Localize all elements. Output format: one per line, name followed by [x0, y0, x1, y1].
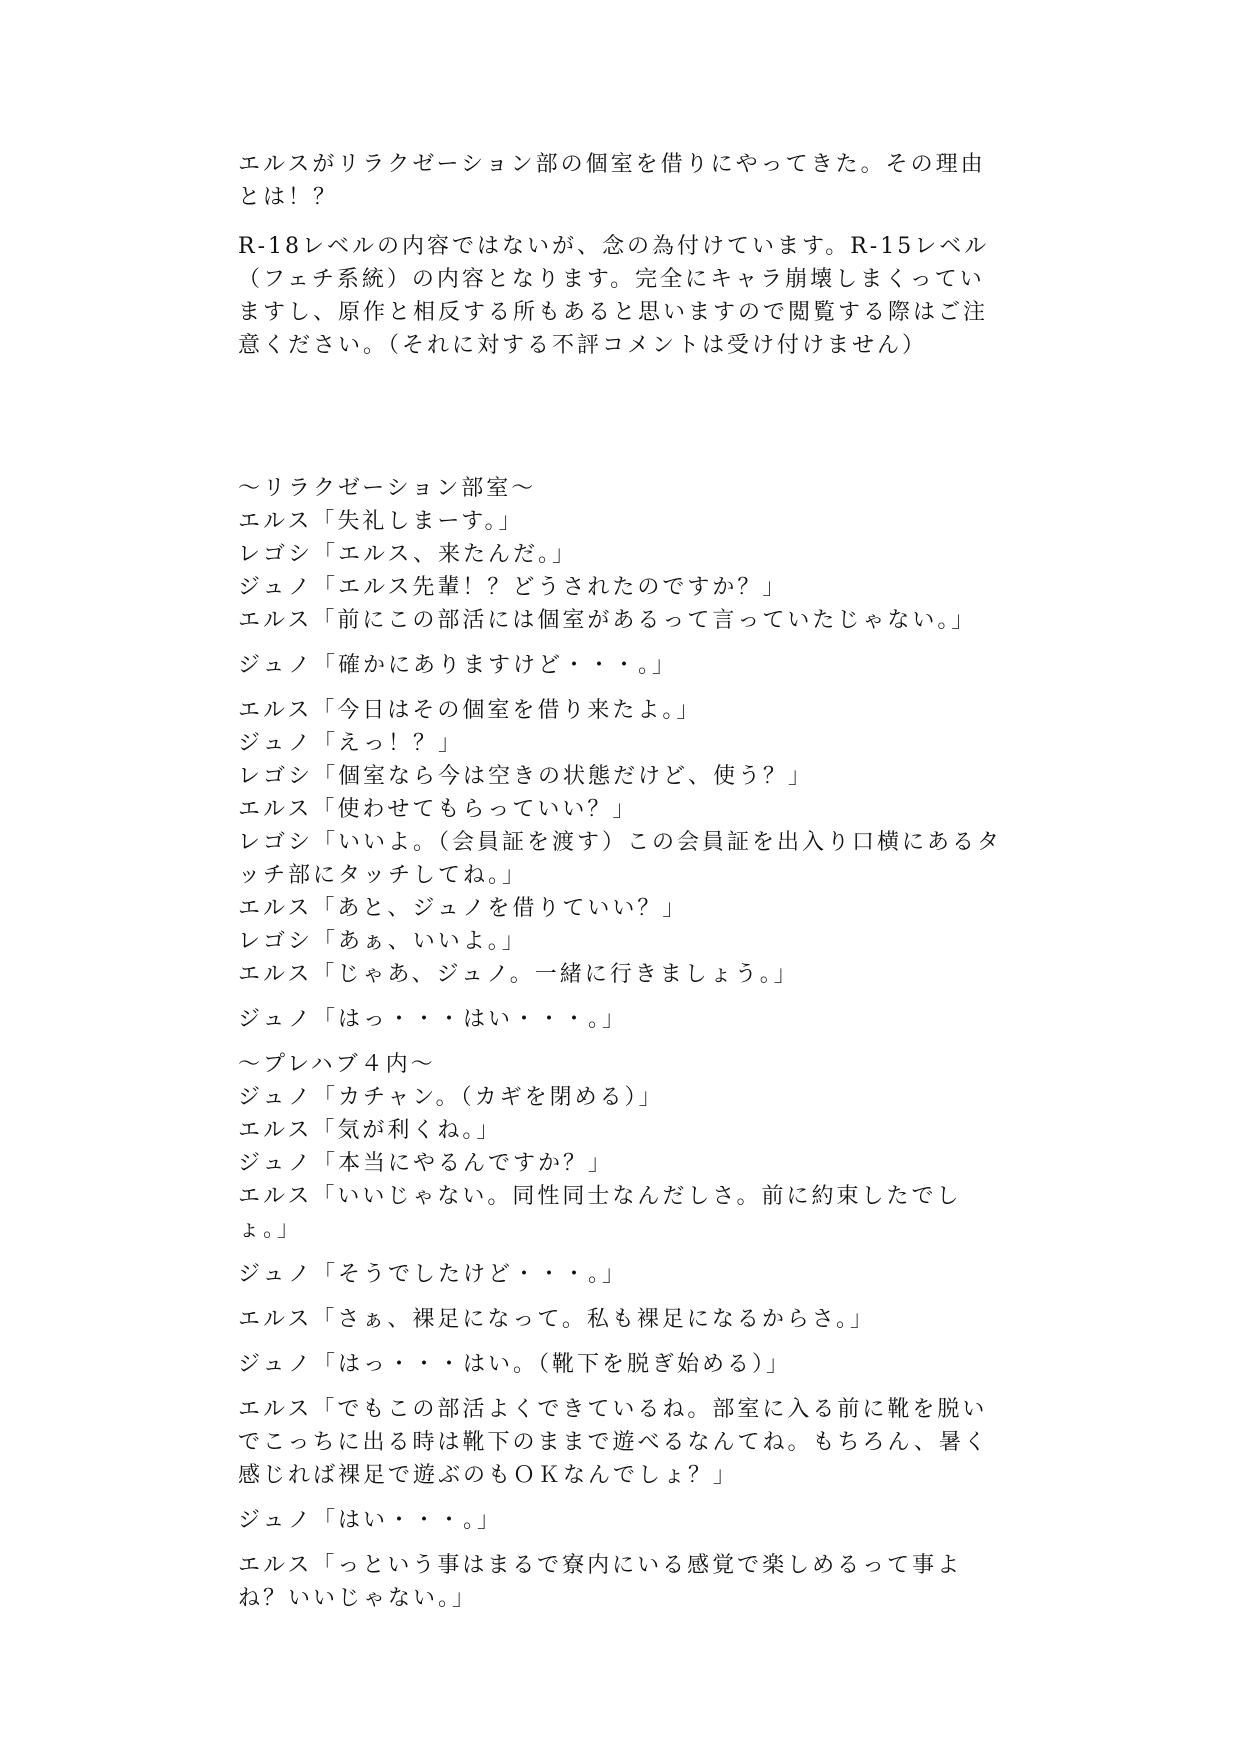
dialogue-line: エルス「前にこの部活には個室があるって言っていたじゃない。」 — [238, 608, 977, 633]
dialogue-line: ジュノ「えっ！？」 — [238, 731, 464, 756]
dialogue-line: エルス「失礼しまーす。」 — [238, 509, 524, 534]
scene-heading: ～プレハブ４内～ — [238, 1052, 436, 1077]
spacer — [238, 1492, 1008, 1504]
dialogue-line: ジュノ「確かにありますけど・・・。」 — [238, 653, 678, 678]
dialogue-line: エルス「今日はその個室を借り来たよ。」 — [238, 698, 702, 723]
dialogue-line: ジュノ「エルス先輩！？どうされたのですか？」 — [238, 575, 788, 600]
dialogue-line: ジュノ「はい・・・。」 — [238, 1508, 503, 1533]
spacer — [238, 1381, 1008, 1393]
spacer — [238, 637, 1008, 649]
dialogue-line: エルス「気が利くね。」 — [238, 1118, 502, 1143]
dialogue-line: レゴシ「あぁ、いいよ。」 — [238, 929, 527, 954]
content-warning: R-18レベルの内容ではないが、念の為付けています。R-15レベル（フェチ系統）の内容となります。完全にキャラ崩壊しまくっていますし、原作と相反する所もあると思いますので閲覧する際はご注意ください。（それに対する不評コメントは受け付けません） — [238, 234, 990, 358]
dialogue-line: ジュノ「カチャン。（カギを閉める）」 — [238, 1085, 664, 1110]
spacer — [238, 1036, 1008, 1048]
scene-heading: ～リラクゼーション部室～ — [238, 476, 537, 501]
dialogue-line: レゴシ「いいよ。（会員証を渡す）この会員証を出入り口横にあるタッチ部にタッチしてね。」 — [238, 830, 1003, 888]
dialogue-line: レゴシ「個室なら今は空きの状態だけど、使う？」 — [238, 764, 814, 789]
dialogue-line: エルス「いいじゃない。同性同士なんだしさ。前に約束したでしょ。」 — [238, 1184, 962, 1242]
dialogue-line: エルス「あと、ジュノを借りていい？」 — [238, 896, 688, 921]
dialogue-line: エルス「っという事はまるで寮内にいる感覚で楽しめるって事よね？いいじゃない。」 — [238, 1553, 963, 1611]
dialogue-line: ジュノ「はっ・・・はい。（靴下を脱ぎ始める）」 — [238, 1352, 792, 1377]
dialogue-line: エルス「さぁ、裸足になって。私も裸足になるからさ。」 — [238, 1307, 876, 1332]
spacer — [238, 214, 1008, 230]
spacer — [238, 1537, 1008, 1549]
dialogue-line: ジュノ「はっ・・・はい・・・。」 — [238, 1007, 628, 1032]
dialogue-line: レゴシ「エルス、来たんだ。」 — [238, 542, 578, 567]
document-body — [238, 148, 1008, 1615]
spacer — [238, 1336, 1008, 1348]
spacer — [238, 362, 1008, 472]
spacer — [238, 1291, 1008, 1303]
dialogue-line: ジュノ「本当にやるんですか？」 — [238, 1151, 614, 1176]
spacer — [238, 1246, 1008, 1258]
dialogue-line: エルス「使わせてもらっていい？」 — [238, 797, 638, 822]
story-summary: エルスがリラクゼーション部の個室を借りにやってきた。その理由とは！？ — [238, 152, 986, 210]
spacer — [238, 991, 1008, 1003]
dialogue-line: エルス「じゃあ、ジュノ。一緒に行きましょう。」 — [238, 962, 799, 987]
spacer — [238, 682, 1008, 694]
dialogue-line: ジュノ「そうでしたけど・・・。」 — [238, 1262, 628, 1287]
dialogue-line: エルス「でもこの部活よくできているね。部室に入る前に靴を脱いでこっちに出る時は靴下のままで遊べるなんてね。もちろん、暑く感じれば裸足で遊ぶのもＯＫなんでしょ？」 — [238, 1397, 989, 1488]
